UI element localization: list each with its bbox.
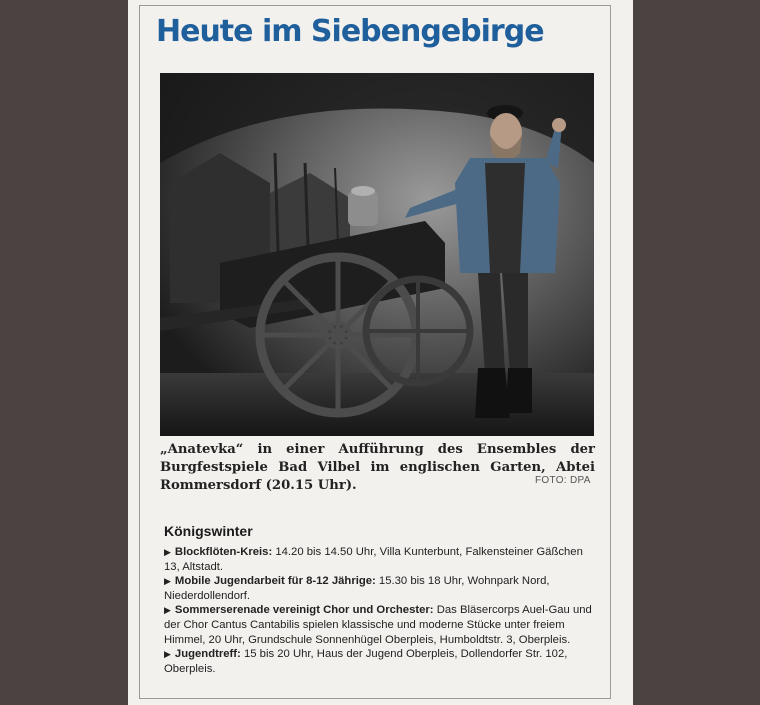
event-details: 14.20 bis 14.50 Uhr, Villa Kunterbunt, Falkensteiner Gäßchen 13, Altstadt. bbox=[164, 546, 583, 573]
event-name: Sommerserenade vereinigt Chor und Orchester: bbox=[174, 604, 434, 617]
article-photo bbox=[160, 73, 594, 436]
triangle-bullet-icon: ▶ bbox=[164, 547, 171, 557]
event-name: Blockflöten-Kreis: bbox=[174, 546, 273, 558]
list-item bbox=[164, 603, 596, 647]
event-name: Jugendtreff: bbox=[174, 648, 241, 661]
photo-credit: FOTO: DPA bbox=[535, 475, 591, 486]
event-details: 15 bis 20 Uhr, Haus der Jugend Oberpleis, Dollendorfer Str. 102, Oberpleis. bbox=[164, 648, 568, 675]
triangle-bullet-icon: ▶ bbox=[164, 576, 171, 587]
list-item bbox=[164, 545, 596, 574]
page-title: Heute im Siebengebirge bbox=[156, 14, 544, 49]
photo-caption: „Anatevka“ in einer Aufführung des Ensembles der Burgfestspiele Bad Vilbel im englischen Garten, Abtei Rommersdorf (20.15 Uhr). bbox=[160, 442, 595, 493]
stage-scene-image bbox=[160, 73, 594, 436]
section-title: Königswinter bbox=[164, 523, 253, 539]
triangle-bullet-icon: ▶ bbox=[164, 649, 171, 660]
event-name: Mobile Jugendarbeit für 8-12 Jährige: bbox=[174, 575, 376, 588]
event-details: Das Bläsercorps Auel-Gau und der Chor Cantus Cantabilis spielen klassische und moderne Stücke unter freiem Himmel, 20 Uhr, Grundschule Sonnenhügel Oberpleis, Humboldtstr. 3, Oberpleis. bbox=[164, 604, 592, 646]
list-item bbox=[164, 647, 596, 676]
event-list bbox=[164, 545, 596, 676]
list-item bbox=[164, 574, 596, 603]
newspaper-clipping bbox=[128, 0, 633, 705]
triangle-bullet-icon: ▶ bbox=[164, 605, 171, 616]
event-details: 15.30 bis 18 Uhr, Wohnpark Nord, Niederdollendorf. bbox=[164, 575, 550, 602]
